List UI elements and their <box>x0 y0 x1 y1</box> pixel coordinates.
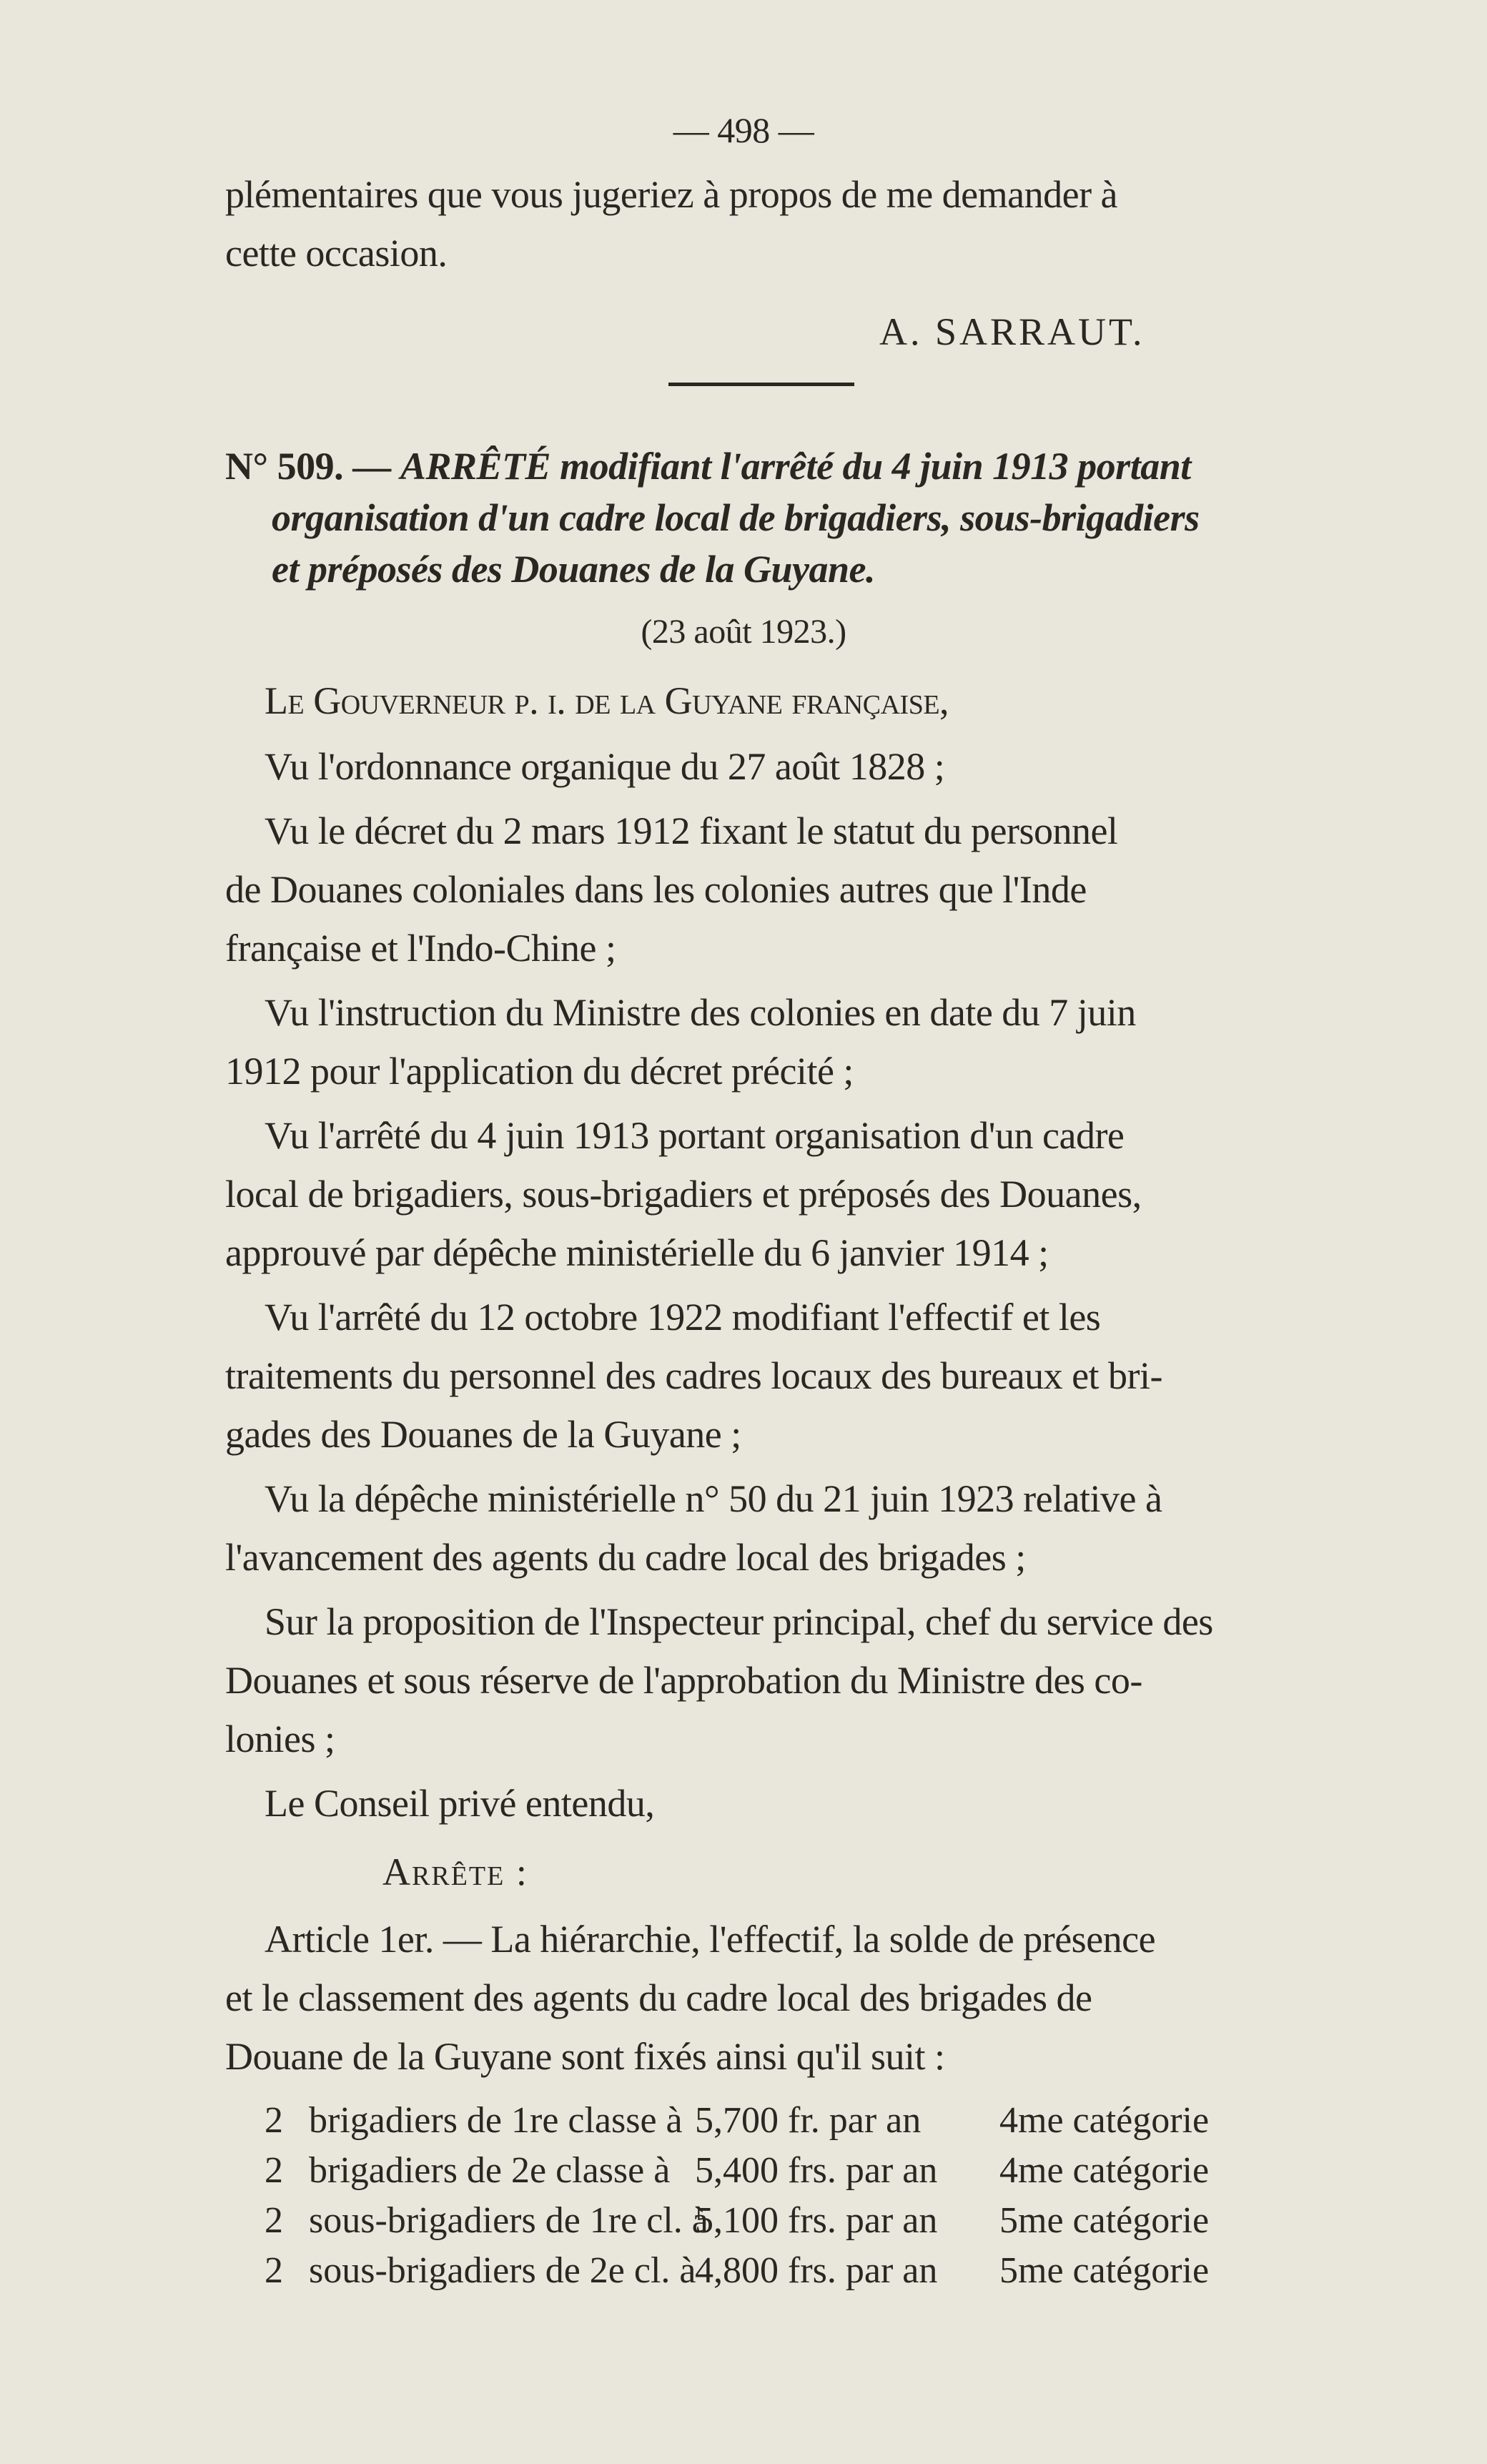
paragraph-line: l'avancement des agents du cadre local des brigades ; <box>225 1536 1026 1579</box>
grade-row <box>265 2149 1209 2192</box>
decree-title-line: ARRÊTÉ modifiant l'arrêté du 4 juin 1913 portant <box>400 445 1191 488</box>
grade-row <box>265 2099 1209 2142</box>
grade-rank: sous-brigadiers de 2e cl. à <box>309 2250 696 2291</box>
decree-number: N° 509. — <box>225 445 391 488</box>
paragraph-line: française et l'Indo-Chine ; <box>225 927 616 970</box>
intro-line: cette occasion. <box>225 232 448 275</box>
page-number: — 498 — <box>673 110 814 150</box>
grade-count: 2 <box>265 2100 283 2141</box>
arrete-heading: Arrête : <box>382 1851 528 1893</box>
grade-salary: 4,800 frs. par an <box>695 2250 938 2291</box>
grade-row <box>265 2199 1209 2242</box>
grade-category: 4me catégorie <box>999 2150 1210 2191</box>
grade-count: 2 <box>265 2150 283 2191</box>
intro-line: plémentaires que vous jugeriez à propos de me demander à <box>225 173 1118 216</box>
paragraph-line: gades des Douanes de la Guyane ; <box>225 1413 741 1456</box>
article-line: et le classement des agents du cadre local des brigades de <box>225 1976 1092 2019</box>
paragraph-line: Vu l'arrêté du 4 juin 1913 portant organisation d'un cadre <box>265 1114 1125 1157</box>
grade-row <box>265 2249 1209 2292</box>
paragraph-line: Vu l'instruction du Ministre des colonies en date du 7 juin <box>265 991 1136 1034</box>
decree-date: (23 août 1923.) <box>641 613 846 651</box>
grade-count: 2 <box>265 2200 283 2241</box>
paragraph-line: local de brigadiers, sous-brigadiers et préposés des Douanes, <box>225 1173 1142 1216</box>
separator-rule <box>668 383 854 386</box>
grade-rank: sous-brigadiers de 1re cl. à <box>309 2200 708 2241</box>
grade-salary: 5,100 frs. par an <box>695 2200 938 2241</box>
article-line: Douane de la Guyane sont fixés ainsi qu'il suit : <box>225 2035 945 2078</box>
grade-salary: 5,700 fr. par an <box>695 2100 922 2141</box>
paragraph-line: Vu la dépêche ministérielle n° 50 du 21 juin 1923 relative à <box>265 1477 1162 1520</box>
signature: A. SARRAUT. <box>879 310 1145 353</box>
paragraph-line: Vu le décret du 2 mars 1912 fixant le statut du personnel <box>265 809 1118 852</box>
decree-title-line: et préposés des Douanes de la Guyane. <box>272 548 875 591</box>
paragraph-line: Sur la proposition de l'Inspecteur principal, chef du service des <box>265 1600 1213 1643</box>
article-line: Article 1er. — La hiérarchie, l'effectif, la solde de présence <box>265 1918 1156 1961</box>
grade-rank: brigadiers de 1re classe à <box>309 2100 683 2141</box>
grade-category: 4me catégorie <box>999 2100 1210 2141</box>
grade-count: 2 <box>265 2250 283 2291</box>
paragraph-line: Douanes et sous réserve de l'approbation du Ministre des co- <box>225 1659 1142 1702</box>
grade-salary: 5,400 frs. par an <box>695 2150 938 2191</box>
paragraph-line: traitements du personnel des cadres locaux des bureaux et bri- <box>225 1354 1163 1397</box>
grade-category: 5me catégorie <box>999 2250 1210 2291</box>
paragraph-line: 1912 pour l'application du décret précité ; <box>225 1050 854 1093</box>
paragraph-line: approuvé par dépêche ministérielle du 6 janvier 1914 ; <box>225 1231 1049 1274</box>
grade-category: 5me catégorie <box>999 2200 1210 2241</box>
grade-rank: brigadiers de 2e classe à <box>309 2150 671 2191</box>
governor-heading: Le Gouverneur p. i. de la Guyane française, <box>265 679 949 722</box>
paragraph-line: Le Conseil privé entendu, <box>265 1782 655 1825</box>
paragraph-line: Vu l'arrêté du 12 octobre 1922 modifiant l'effectif et les <box>265 1296 1101 1339</box>
paragraph-line: lonies ; <box>225 1718 335 1760</box>
paragraph-line: de Douanes coloniales dans les colonies autres que l'Inde <box>225 868 1087 911</box>
paragraph-line: Vu l'ordonnance organique du 27 août 1828 ; <box>265 745 945 788</box>
decree-title-line: organisation d'un cadre local de brigadiers, sous-brigadiers <box>272 496 1200 539</box>
